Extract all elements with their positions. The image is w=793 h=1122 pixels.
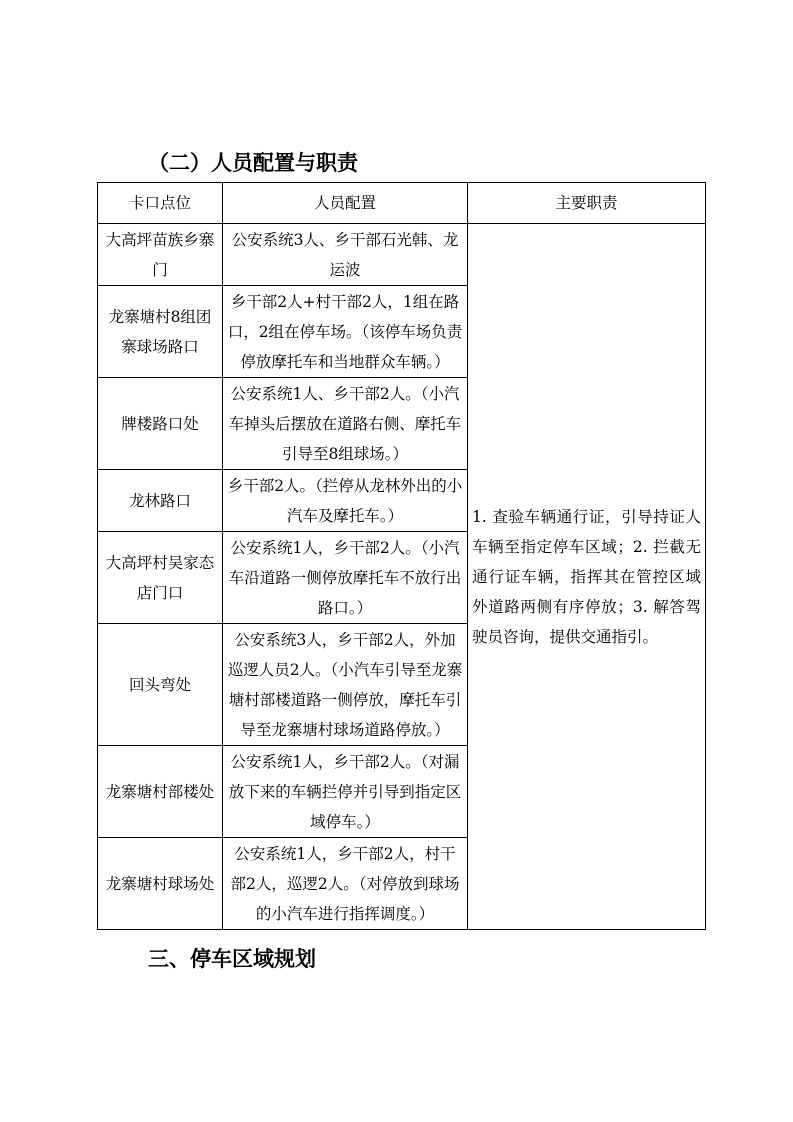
staff-cell: 公安系统1人、乡干部2人。（小汽车掉头后摆放在道路右侧、摩托车引导至8组球场。） — [223, 378, 468, 470]
header-location: 卡口点位 — [98, 183, 223, 224]
staff-cell: 公安系统1人，乡干部2人。（对漏放下来的车辆拦停并引导到指定区域停车。） — [223, 746, 468, 838]
location-cell: 龙寨塘村8组团寨球场路口 — [98, 286, 223, 378]
personnel-duty-table — [97, 182, 706, 930]
location-cell: 牌楼路口处 — [98, 378, 223, 470]
location-cell: 龙林路口 — [98, 470, 223, 532]
duty-cell: 1. 查验车辆通行证，引导持证人车辆至指定停车区域；2. 拦截无通行证车辆，指挥其在管控区域外道路两侧有序停放；3. 解答驾驶员咨询，提供交通指引。 — [468, 224, 706, 930]
section-title-parking: 三、停车区域规划 — [148, 947, 316, 971]
staff-cell: 乡干部2人。（拦停从龙林外出的小汽车及摩托车。） — [223, 470, 468, 532]
header-staff: 人员配置 — [223, 183, 468, 224]
staff-cell: 公安系统1人，乡干部2人。（小汽车沿道路一侧停放摩托车不放行出路口。） — [223, 532, 468, 624]
table-row — [98, 224, 706, 286]
section-title-personnel: （二）人员配置与职责 — [148, 151, 358, 175]
location-cell: 大高坪苗族乡寨门 — [98, 224, 223, 286]
staff-cell: 公安系统3人、乡干部石光韩、龙运波 — [223, 224, 468, 286]
location-cell: 大高坪村吴家态店门口 — [98, 532, 223, 624]
location-cell: 龙寨塘村球场处 — [98, 838, 223, 930]
table-header-row — [98, 183, 706, 224]
header-duty: 主要职责 — [468, 183, 706, 224]
staff-cell: 乡干部2人+村干部2人，1组在路口，2组在停车场。（该停车场负责停放摩托车和当地群众车辆。） — [223, 286, 468, 378]
staff-cell: 公安系统3人，乡干部2人，外加巡逻人员2人。（小汽车引导至龙寨塘村部楼道路一侧停放，摩托车引导至龙寨塘村球场道路停放。） — [223, 624, 468, 746]
staff-cell: 公安系统1人，乡干部2人，村干部2人，巡逻2人。（对停放到球场的小汽车进行指挥调度。） — [223, 838, 468, 930]
location-cell: 回头弯处 — [98, 624, 223, 746]
location-cell: 龙寨塘村部楼处 — [98, 746, 223, 838]
